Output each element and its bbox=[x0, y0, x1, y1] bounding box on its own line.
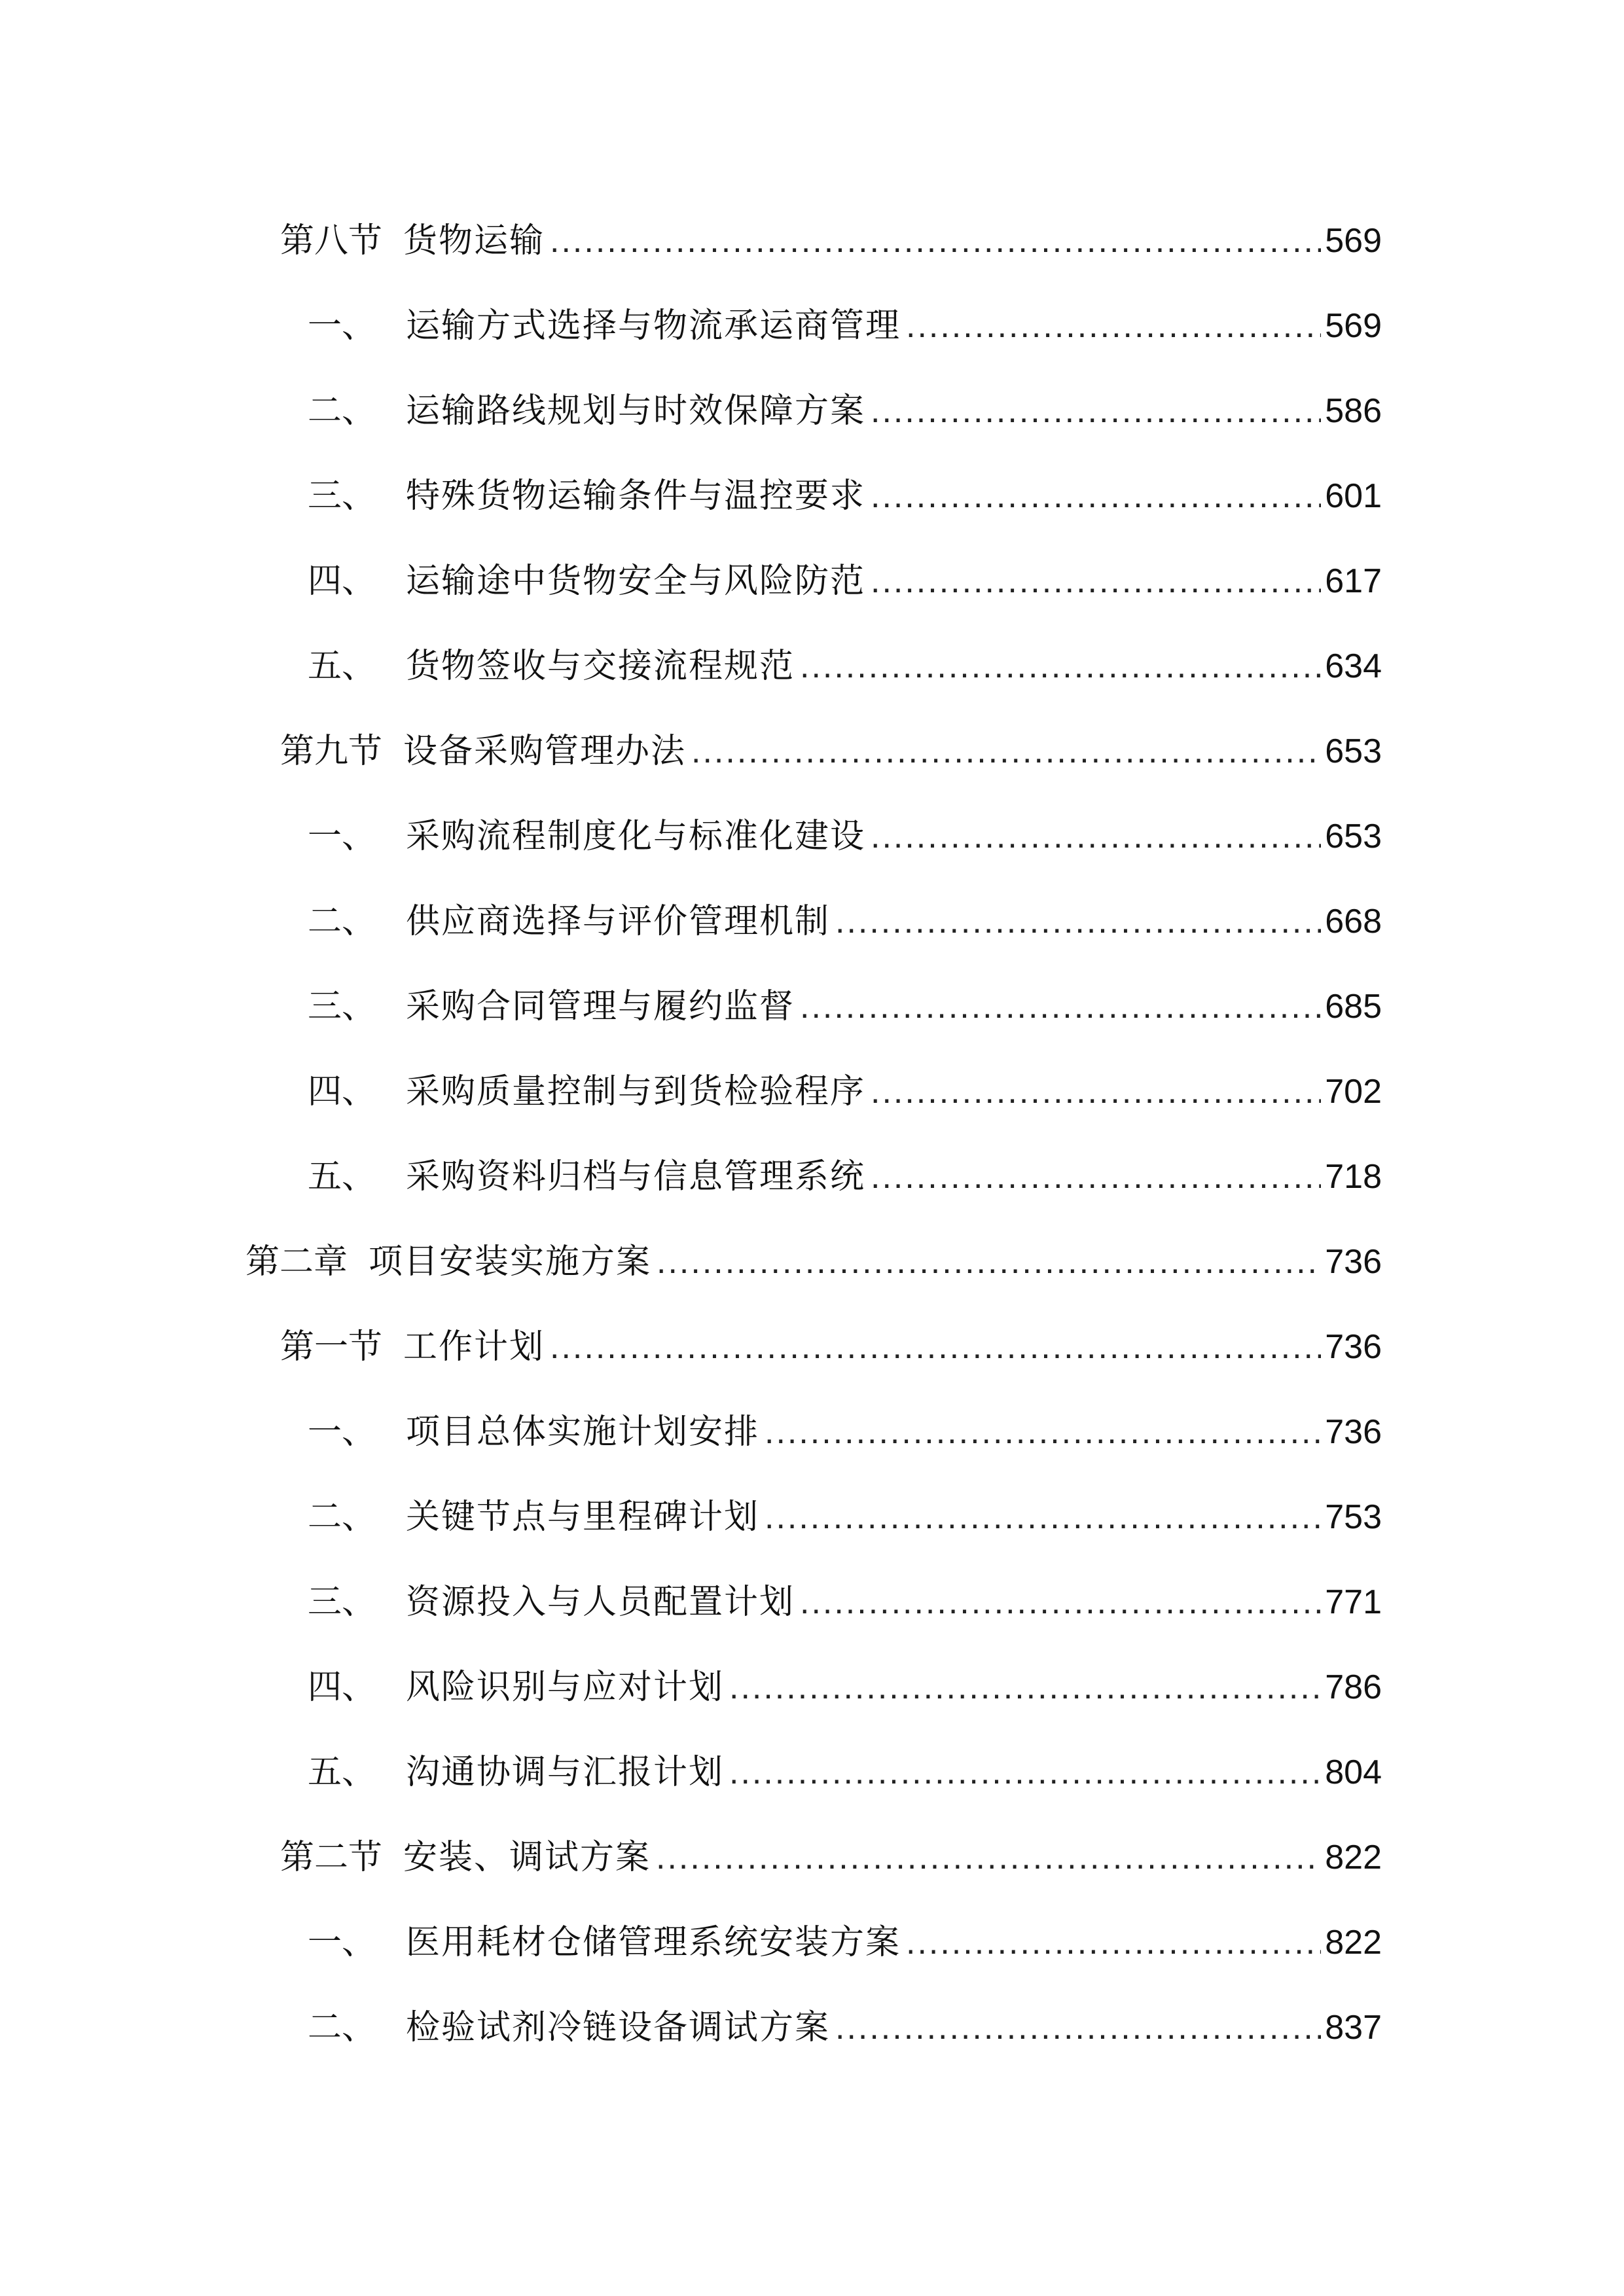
toc-entry-number: 第八节 bbox=[280, 221, 383, 260]
toc-dot-leader bbox=[871, 1147, 1321, 1206]
toc-entry-number: 一、 bbox=[308, 1923, 376, 1962]
toc-entry-title: 货物签收与交接流程规范 bbox=[406, 647, 795, 686]
toc-entry[interactable] bbox=[308, 637, 1382, 696]
toc-entry[interactable] bbox=[308, 382, 1382, 440]
toc-dot-leader bbox=[691, 722, 1321, 781]
toc-entry-page: 617 bbox=[1325, 562, 1382, 600]
toc-entry-title: 供应商选择与评价管理机制 bbox=[406, 902, 831, 941]
toc-entry-title: 工作计划 bbox=[403, 1327, 545, 1367]
toc-entry-number: 四、 bbox=[308, 1072, 376, 1111]
toc-entry[interactable] bbox=[308, 1403, 1382, 1462]
toc-entry-title: 运输途中货物安全与风险防范 bbox=[406, 562, 866, 601]
toc-entry-number: 三、 bbox=[308, 987, 376, 1026]
toc-dot-leader bbox=[871, 382, 1321, 440]
toc-entry-page: 837 bbox=[1325, 2009, 1382, 2047]
toc-entry[interactable] bbox=[308, 296, 1382, 355]
toc-entry-title: 检验试剂冷链设备调试方案 bbox=[406, 2008, 831, 2047]
toc-entry-number: 第一节 bbox=[280, 1327, 383, 1367]
toc-entry-title: 资源投入与人员配置计划 bbox=[406, 1583, 795, 1622]
toc-dot-leader bbox=[835, 892, 1321, 951]
toc-entry-number: 第二章 bbox=[245, 1242, 348, 1282]
toc-entry-page: 685 bbox=[1325, 988, 1382, 1026]
toc-entry[interactable] bbox=[308, 467, 1382, 526]
toc-entry-page: 736 bbox=[1325, 1243, 1382, 1281]
toc-entry-number: 一、 bbox=[308, 306, 376, 346]
toc-entry-title: 货物运输 bbox=[403, 221, 545, 260]
toc-dot-leader bbox=[729, 1743, 1321, 1802]
toc-entry-number: 第九节 bbox=[280, 732, 383, 771]
toc-entry[interactable] bbox=[280, 722, 1382, 781]
toc-dot-leader bbox=[656, 1828, 1321, 1887]
toc-entry[interactable] bbox=[280, 1828, 1382, 1887]
toc-dot-leader bbox=[906, 1913, 1321, 1972]
toc-entry-number: 四、 bbox=[308, 562, 376, 601]
toc-entry-page: 634 bbox=[1325, 647, 1382, 685]
toc-dot-leader bbox=[765, 1488, 1321, 1547]
toc-entry-number: 一、 bbox=[308, 817, 376, 856]
toc-entry-title: 项目安装实施方案 bbox=[369, 1242, 652, 1282]
toc-entry[interactable] bbox=[308, 892, 1382, 951]
toc-entry-number: 三、 bbox=[308, 1583, 376, 1622]
toc-entry-number: 四、 bbox=[308, 1668, 376, 1707]
toc-entry-title: 项目总体实施计划安排 bbox=[406, 1412, 760, 1452]
toc-entry-title: 采购流程制度化与标准化建设 bbox=[406, 817, 866, 856]
toc-entry-number: 五、 bbox=[308, 1157, 376, 1196]
toc-dot-leader bbox=[871, 467, 1321, 526]
toc-entry-title: 采购合同管理与履约监督 bbox=[406, 987, 795, 1026]
toc-entry[interactable] bbox=[308, 552, 1382, 611]
toc-entry-page: 736 bbox=[1325, 1413, 1382, 1451]
toc-entry-title: 医用耗材仓储管理系统安装方案 bbox=[406, 1923, 901, 1962]
toc-entry-number: 三、 bbox=[308, 476, 376, 516]
toc-dot-leader bbox=[765, 1403, 1321, 1462]
toc-entry-title: 采购资料归档与信息管理系统 bbox=[406, 1157, 866, 1196]
toc-entry[interactable] bbox=[308, 977, 1382, 1036]
toc-entry-page: 586 bbox=[1325, 392, 1382, 430]
toc-entry-title: 设备采购管理办法 bbox=[403, 732, 687, 771]
toc-dot-leader bbox=[800, 977, 1321, 1036]
toc-dot-leader bbox=[800, 637, 1321, 696]
toc-entry-page: 668 bbox=[1325, 903, 1382, 941]
toc-entry-page: 653 bbox=[1325, 732, 1382, 770]
toc-entry[interactable] bbox=[308, 1998, 1382, 2057]
toc-entry-title: 特殊货物运输条件与温控要求 bbox=[406, 476, 866, 516]
toc-entry-page: 786 bbox=[1325, 1668, 1382, 1706]
toc-entry-page: 736 bbox=[1325, 1328, 1382, 1366]
toc-entry-page: 753 bbox=[1325, 1498, 1382, 1536]
toc-entry[interactable] bbox=[308, 1062, 1382, 1121]
toc-entry-title: 采购质量控制与到货检验程序 bbox=[406, 1072, 866, 1111]
toc-entry[interactable] bbox=[308, 807, 1382, 866]
toc-entry-number: 五、 bbox=[308, 647, 376, 686]
toc-entry-title: 沟通协调与汇报计划 bbox=[406, 1753, 725, 1792]
toc-entry-number: 二、 bbox=[308, 2008, 376, 2047]
toc-entry-number: 二、 bbox=[308, 1498, 376, 1537]
toc-entry-title: 关键节点与里程碑计划 bbox=[406, 1498, 760, 1537]
toc-entry-page: 702 bbox=[1325, 1073, 1382, 1111]
toc-entry[interactable] bbox=[308, 1147, 1382, 1206]
toc-dot-leader bbox=[550, 211, 1321, 270]
toc-entry-page: 569 bbox=[1325, 307, 1382, 345]
toc-entry[interactable] bbox=[280, 1318, 1382, 1376]
toc-dot-leader bbox=[871, 552, 1321, 611]
toc-entry[interactable] bbox=[308, 1573, 1382, 1632]
toc-entry[interactable] bbox=[308, 1658, 1382, 1717]
toc-entry[interactable] bbox=[308, 1913, 1382, 1972]
toc-entry-page: 822 bbox=[1325, 1839, 1382, 1876]
toc-dot-leader bbox=[729, 1658, 1321, 1717]
toc-entry[interactable] bbox=[308, 1743, 1382, 1802]
toc-dot-leader bbox=[835, 1998, 1321, 2057]
toc-entry-title: 安装、调试方案 bbox=[403, 1838, 651, 1877]
toc-dot-leader bbox=[550, 1318, 1321, 1376]
toc-entry-number: 五、 bbox=[308, 1753, 376, 1792]
toc-dot-leader bbox=[657, 1232, 1321, 1291]
toc-entry[interactable] bbox=[245, 1232, 1382, 1291]
toc-entry-page: 804 bbox=[1325, 1753, 1382, 1791]
toc-dot-leader bbox=[800, 1573, 1321, 1632]
toc-entry-number: 第二节 bbox=[280, 1838, 383, 1877]
toc-entry[interactable] bbox=[280, 211, 1382, 270]
toc-entry-page: 718 bbox=[1325, 1158, 1382, 1196]
toc-entry-page: 653 bbox=[1325, 817, 1382, 855]
toc-entry-number: 二、 bbox=[308, 391, 376, 431]
toc-entry[interactable] bbox=[308, 1488, 1382, 1547]
toc-entry-title: 运输方式选择与物流承运商管理 bbox=[406, 306, 901, 346]
toc-entry-title: 风险识别与应对计划 bbox=[406, 1668, 725, 1707]
toc-entry-title: 运输路线规划与时效保障方案 bbox=[406, 391, 866, 431]
toc-entry-page: 569 bbox=[1325, 222, 1382, 260]
toc-dot-leader bbox=[871, 807, 1321, 866]
toc-entry-number: 二、 bbox=[308, 902, 376, 941]
toc-dot-leader bbox=[871, 1062, 1321, 1121]
toc-entry-page: 601 bbox=[1325, 477, 1382, 515]
toc-entry-page: 822 bbox=[1325, 1924, 1382, 1962]
toc-entry-number: 一、 bbox=[308, 1412, 376, 1452]
toc-entry-page: 771 bbox=[1325, 1583, 1382, 1621]
toc-dot-leader bbox=[906, 296, 1321, 355]
